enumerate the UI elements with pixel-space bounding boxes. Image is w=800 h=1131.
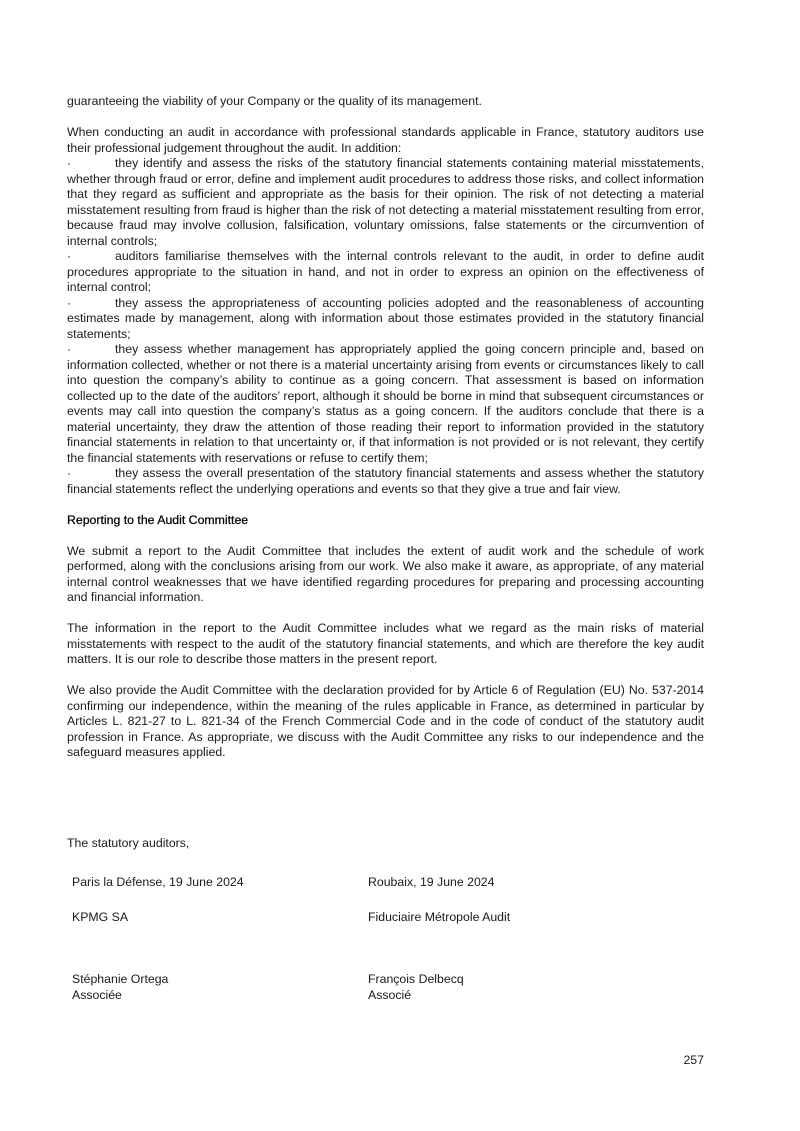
document-body [67,94,704,761]
left-firm: KPMG SA [72,910,129,924]
paragraph-independence: We also provide the Audit Committee with the declaration provided for by Article 6 of Regulation (EU) No. 537-2014 confirming our independence, within the meaning of the rules applicable in France, as determined in particular by Articles L. 821-27 to L. 821-34 of the French Commercial Code and in the code of conduct of the statutory audit profession in France. As appropriate, we discuss with the Audit Committee any risks to our independence and the safeguard measures applied. [67,683,704,759]
right-signatory-title: Associé [368,988,412,1002]
right-place-date: Roubaix, 19 June 2024 [368,875,495,889]
left-place-date: Paris la Défense, 19 June 2024 [72,875,244,889]
bullet-marker: · [67,156,72,170]
bullet-text: they assess the overall presentation of the statutory financial statements and assess whether the statutory financial statements reflect the underlying operations and events so that they give a true and fair view. [67,466,704,496]
bullet-item-risks [67,156,704,249]
bullet-marker: · [67,342,72,356]
paragraph-audit-intro: When conducting an audit in accordance with professional standards applicable in France, statutory auditors use their professional judgement throughout the audit. In addition: [67,125,704,155]
section-heading: Reporting to the Audit Committee [67,512,249,527]
right-signatory-name: François Delbecq [368,972,464,986]
bullet-text: they assess the appropriateness of accounting policies adopted and the reasonableness of accounting estimates made by management, along with information about those estimates provided in the statutory financial statements; [67,295,704,341]
bullet-text: auditors familiarise themselves with the internal controls relevant to the audit, in order to define audit procedures appropriate to the situation in hand, and not in order to express an opinion on the effectiveness of internal control; [67,249,704,294]
closing-line: The statutory auditors, [67,836,190,850]
bullet-item-going-concern [67,342,704,466]
bullet-marker: · [67,249,72,263]
paragraph-key-audit-matters: The information in the report to the Audit Committee includes what we regard as the main risks of material misstatements with respect to the audit of the statutory financial statements, and which are therefore the key audit matters. It is our role to describe those matters in the present report. [67,621,704,666]
bullet-marker: · [67,295,72,310]
page-number: 257 [683,1053,704,1067]
paragraph-management: guaranteeing the viability of your Company or the quality of its management. [67,94,482,108]
right-firm: Fiduciaire Métropole Audit [368,910,511,924]
bullet-item-presentation [67,466,704,497]
left-signatory-title: Associée [72,988,122,1002]
left-signatory-name: Stéphanie Ortega [72,972,169,986]
paragraph-report-submission: We submit a report to the Audit Committee that includes the extent of audit work and the schedule of work performed, along with the conclusions arising from our work. We also make it aware, as appropriate, of any material internal control weaknesses that we have identified regarding procedures for preparing and processing accounting and financial information. [67,543,704,604]
bullet-item-accounting-policies [67,296,704,343]
bullet-text: they identify and assess the risks of the statutory financial statements containing material misstatements, whether through fraud or error, define and implement audit procedures to address those risks, and collect information that they regard as sufficient and appropriate as the basis for their opinion. The risk of not detecting a material misstatement resulting from fraud is higher than the risk of not detecting a material misstatement resulting from error, because fraud may involve collusion, falsification, voluntary omissions, false statements or the circumvention of internal controls; [67,156,704,248]
bullet-marker: · [67,466,72,480]
bullet-item-internal-controls [67,249,704,296]
bullet-text: they assess whether management has appropriately applied the going concern principle and, based on information collected, whether or not there is a material uncertainty arising from events or circumstances likely to call into question the company’s ability to continue as a going concern. That assessment is based on information collected up to the date of the auditors’ report, although it should be borne in mind that subsequent circumstances or events may call into question the company’s status as a going concern. If the auditors conclude that there is a material uncertainty, they draw the attention of those reading their report to information provided in the statutory financial statements in relation to that uncertainty or, if that information is not provided or is not relevant, they certify the financial statements with reservations or refuse to certify them; [67,342,704,465]
